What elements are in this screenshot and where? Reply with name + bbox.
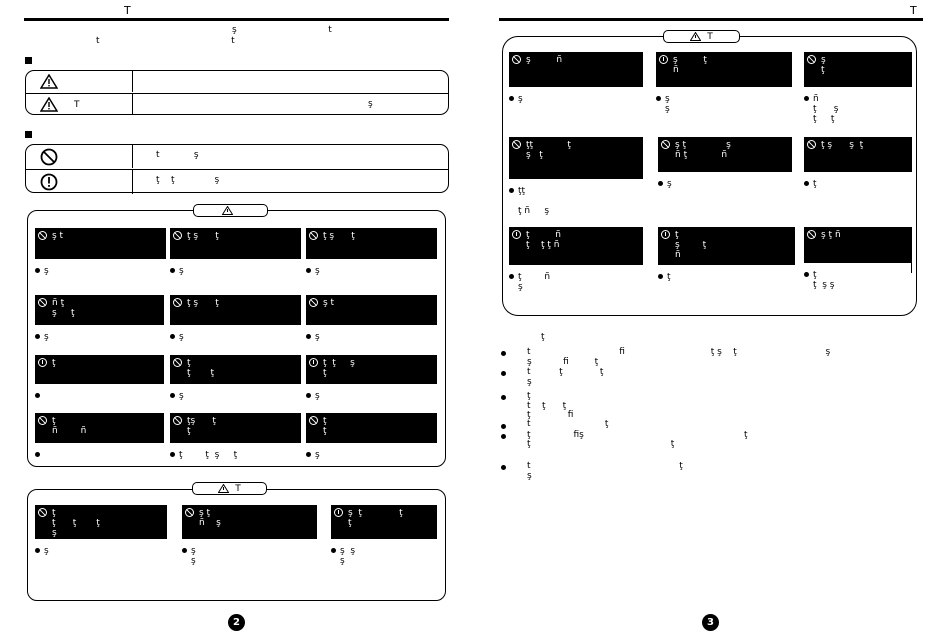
warning-triangle-icon [40, 97, 58, 112]
right-caution-panel-title [663, 30, 740, 43]
notes-heading: ţ [541, 332, 545, 342]
mandatory-action-icon [659, 55, 668, 64]
note-line: ţ fi [527, 410, 574, 420]
prohibition-icon [185, 508, 194, 517]
precaution-card-text: ş t [52, 231, 64, 241]
legend-row [26, 169, 448, 194]
precaution-card-text: ţţ ţ ş ţ [526, 140, 571, 160]
precaution-card-box [509, 227, 643, 265]
prohibition-icon [309, 231, 318, 240]
precaution-card-text: ş ţ ş ñ ţ ñ [675, 140, 731, 160]
warning-triangle-icon [218, 484, 229, 493]
prohibition-icon [807, 140, 816, 149]
precaution-card-text: ţ ñ ñ [52, 416, 87, 436]
precaution-card-box [35, 355, 164, 384]
note-line: ş [527, 377, 532, 387]
precaution-card-note: ţ ţ ş ţ [170, 450, 301, 460]
note-bullet [501, 434, 506, 439]
panel-title-text: T [235, 483, 241, 494]
precaution-card-box [306, 228, 437, 259]
precaution-card [331, 505, 437, 566]
prohibition-icon [40, 148, 58, 166]
precaution-card-box [804, 52, 912, 87]
precaution-card-box [170, 355, 301, 384]
legend-desc: ţ ţ ş [156, 175, 220, 185]
warning-panel-title [193, 204, 268, 217]
precaution-card [509, 227, 643, 292]
precaution-card-note: ş [306, 332, 437, 342]
precaution-card-note: ñ ţ ş ţ ţ [804, 94, 912, 124]
precaution-card-box [306, 413, 437, 443]
caution-panel-title [192, 482, 267, 495]
precaution-card-note: ş [35, 546, 167, 556]
precaution-card-text: ş ţ [821, 55, 826, 75]
precaution-card-text: ş ţ ñ [821, 230, 841, 240]
precaution-card-box [170, 413, 301, 443]
prohibition-icon [661, 140, 670, 149]
precaution-card-box [170, 228, 301, 259]
right-page-number: 3 [702, 614, 719, 631]
legend-row [26, 145, 448, 168]
precaution-card [170, 295, 301, 342]
precaution-card-note: ş [509, 94, 643, 104]
precaution-card-note: ş ş ş [331, 546, 437, 566]
legend-row [26, 71, 448, 92]
precaution-card-text: ş ţ ñ ş [199, 508, 221, 528]
precaution-card-box [182, 505, 317, 539]
precaution-card-text: ş t [323, 298, 335, 308]
precaution-card [170, 355, 301, 401]
precaution-card-note: ş [306, 391, 437, 401]
precaution-card-text: ţ [52, 358, 56, 368]
prohibition-icon [309, 298, 318, 307]
mandatory-action-icon [38, 358, 47, 367]
note-line: t ţ ţ [527, 367, 604, 377]
precaution-card-text: ş ţ ţ ţ [348, 508, 403, 528]
precaution-card-box [35, 228, 166, 259]
precaution-card-note: ş [35, 332, 164, 342]
precaution-card-text: ţş ţ ţ [187, 416, 216, 436]
precaution-card-box [35, 295, 164, 325]
precaution-card [509, 52, 643, 104]
precaution-card-text: ţ ţ ţ ţ ş [52, 508, 100, 538]
precaution-card [656, 52, 792, 114]
prohibition-icon [38, 298, 47, 307]
prohibition-icon [309, 416, 318, 425]
precaution-card-text: ţ ţ [323, 416, 327, 436]
precaution-card [170, 413, 301, 460]
note-line: t ţ ţ [527, 401, 567, 411]
card-side-rule [911, 263, 912, 273]
precaution-card-box [306, 295, 437, 325]
precaution-card-box [656, 52, 792, 87]
note-line: ţ [527, 391, 531, 401]
prohibition-icon [173, 231, 182, 240]
precaution-card [804, 227, 912, 290]
precaution-card-note: ţ ñ ş [509, 272, 643, 292]
precaution-card-box [306, 355, 437, 384]
precaution-card-note: ţ [804, 179, 912, 189]
precaution-card [804, 52, 912, 124]
note-line: t fi ţ ş ţ ş [527, 347, 831, 357]
precaution-card-text: ţ ñ ţ ţ ţ ñ [526, 230, 561, 250]
note-line: ş fi ţ [527, 357, 599, 367]
intro-line: ş t [232, 25, 332, 35]
note-line: ş [527, 471, 532, 481]
mandatory-action-icon [334, 508, 343, 517]
precaution-card-note: ş [170, 332, 301, 342]
right-page-header-title: T [910, 4, 917, 17]
precaution-card-box [658, 137, 792, 172]
precaution-card-text: ţ ş ş ţ [821, 140, 864, 150]
prohibition-icon [512, 55, 521, 64]
mandatory-action-icon [40, 173, 58, 191]
prohibition-icon [512, 140, 521, 149]
note-line: ţ ţ [527, 439, 675, 449]
note-bullet [501, 465, 506, 470]
precaution-card-box [509, 52, 643, 87]
legend-desc: t ş [156, 150, 199, 160]
precaution-card-note: ş [35, 266, 166, 276]
prohibition-icon [807, 55, 816, 64]
precaution-card-text: ţ ş ţ ñ [675, 230, 707, 260]
note-line: ţ fiş ţ [527, 430, 748, 440]
note-bullet [501, 351, 506, 356]
mandatory-action-icon [512, 230, 521, 239]
warning-triangle-icon [222, 206, 233, 215]
precaution-card-box [35, 413, 164, 443]
prohibition-icon [173, 416, 182, 425]
precaution-card [35, 505, 167, 556]
panel-title-text: T [707, 31, 713, 42]
left-page-header-title: T [124, 4, 131, 17]
precaution-card-text: ţ ş ţ [187, 298, 219, 308]
precaution-card [804, 137, 912, 189]
precaution-card-note: ş [306, 450, 437, 460]
prohibition-icon [38, 231, 47, 240]
precaution-card-text: ñ ţ ş ţ [52, 298, 75, 318]
precaution-card-box [658, 227, 795, 265]
note-line: t ţ [527, 419, 609, 429]
precaution-card-box [35, 505, 167, 539]
action-legend-table [25, 144, 449, 193]
warning-triangle-icon [690, 32, 701, 41]
precaution-card-box [804, 137, 912, 172]
precaution-card-box [331, 505, 437, 539]
prohibition-icon [38, 416, 47, 425]
precaution-card-note: ţ ţ ş ş [804, 270, 912, 290]
prohibition-icon [173, 298, 182, 307]
precaution-card-text: ţ ţ ţ [187, 358, 215, 378]
legend-desc: ş [368, 99, 373, 109]
precaution-card [306, 413, 437, 460]
precaution-card [306, 355, 437, 401]
mandatory-action-icon [309, 358, 318, 367]
precaution-card-text: ţ ş ţ [323, 231, 355, 241]
precaution-card [170, 228, 301, 276]
prohibition-icon [807, 230, 816, 239]
precaution-card [35, 355, 164, 391]
precaution-card [509, 137, 643, 216]
legend-label: T [74, 99, 80, 110]
right-header-rule [499, 18, 923, 21]
left-header-rule [24, 18, 449, 21]
note-bullet [501, 395, 506, 400]
precaution-card [35, 295, 164, 342]
precaution-card [35, 228, 166, 276]
precaution-card [35, 413, 164, 450]
precaution-card [658, 137, 792, 189]
symbol-legend-table [25, 70, 449, 115]
warning-triangle-icon [40, 74, 58, 89]
precaution-card [306, 295, 437, 342]
legend-row [26, 93, 448, 115]
prohibition-icon [173, 358, 182, 367]
precaution-card-note: ţ [658, 272, 795, 282]
precaution-card-note: ţţ ţ ñ ş [509, 186, 643, 216]
precaution-card-box [170, 295, 301, 325]
precaution-card-note: ş [658, 179, 792, 189]
precaution-card [306, 228, 437, 276]
precaution-card-box [804, 227, 912, 263]
section-marker-icon [25, 131, 32, 138]
left-page-number: 2 [228, 614, 245, 631]
precaution-card-note: ş ş [182, 546, 317, 566]
precaution-card-note: ş [306, 266, 437, 276]
precaution-card-text: ş ñ [526, 55, 563, 65]
section-marker-icon [25, 57, 32, 64]
note-bullet [501, 424, 506, 429]
precaution-card [658, 227, 795, 282]
precaution-card-text: ţ ş ţ [187, 231, 219, 241]
note-line: t ţ [527, 461, 683, 471]
prohibition-icon [38, 508, 47, 517]
intro-line: t t [96, 36, 235, 46]
precaution-card [182, 505, 317, 566]
precaution-card-note: ş [170, 266, 301, 276]
precaution-card-text: ţ ţ ş ţ [323, 358, 355, 378]
precaution-card-note: ş [170, 391, 301, 401]
mandatory-action-icon [661, 230, 670, 239]
note-bullet [501, 371, 506, 376]
precaution-card-note: ş ş [656, 94, 792, 114]
precaution-card-text: ş ţ ñ [673, 55, 707, 75]
precaution-card-box [509, 137, 643, 179]
